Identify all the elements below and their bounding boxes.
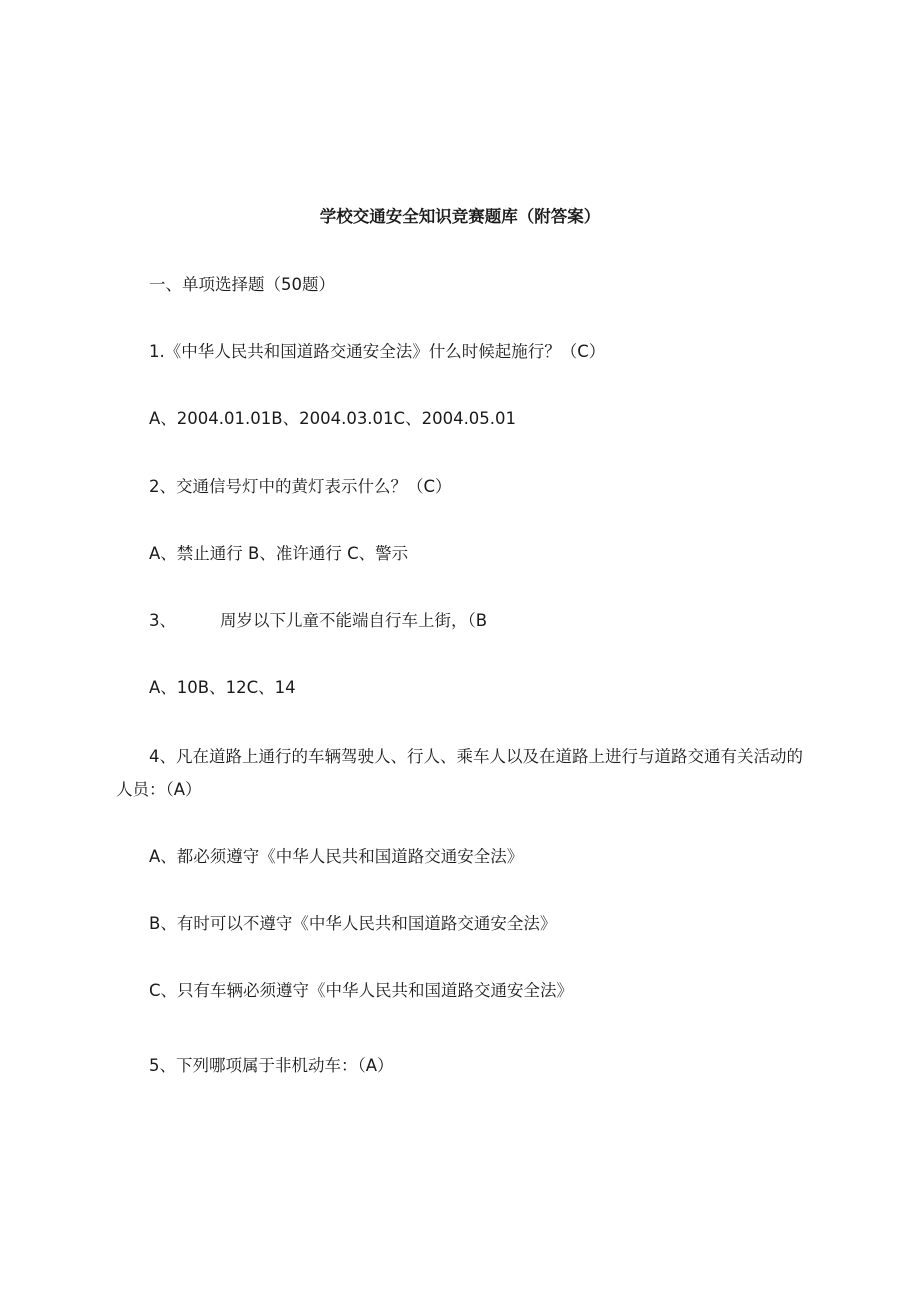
question-3-stem (149, 610, 487, 632)
section-heading: 一、单项选择题（50题） (149, 275, 335, 294)
question-3-text: 周岁以下儿童不能端自行车上街，（B (220, 611, 488, 630)
question-3-options: A、10B、12C、14 (149, 678, 296, 697)
question-1-stem: 1.《中华人民共和国道路交通安全法》什么时候起施行？（C） (149, 342, 606, 361)
question-4-option-a: A、都必须遵守《中华人民共和国道路交通安全法》 (149, 847, 524, 866)
question-2-options: A、禁止通行 B、准许通行 C、警示 (149, 544, 409, 563)
question-2-stem: 2、交通信号灯中的黄灯表示什么？（C） (149, 477, 452, 496)
question-4-option-c: C、只有车辆必须遵守《中华人民共和国道路交通安全法》 (149, 981, 574, 1000)
question-5-stem: 5、下列哪项属于非机动车：（A） (149, 1056, 394, 1075)
question-4-stem: 4、凡在道路上通行的车辆驾驶人、行人、乘车人以及在道路上进行与道路交通有关活动的人员：（A） (116, 747, 803, 799)
document-title: 学校交通安全知识竞赛题库（附答案） (319, 207, 601, 226)
question-4-option-b: B、有时可以不遵守《中华人民共和国道路交通安全法》 (149, 914, 557, 933)
question-3-number: 3、 (149, 611, 176, 630)
question-1-options: A、2004.01.01B、2004.03.01C、2004.05.01 (149, 409, 517, 428)
